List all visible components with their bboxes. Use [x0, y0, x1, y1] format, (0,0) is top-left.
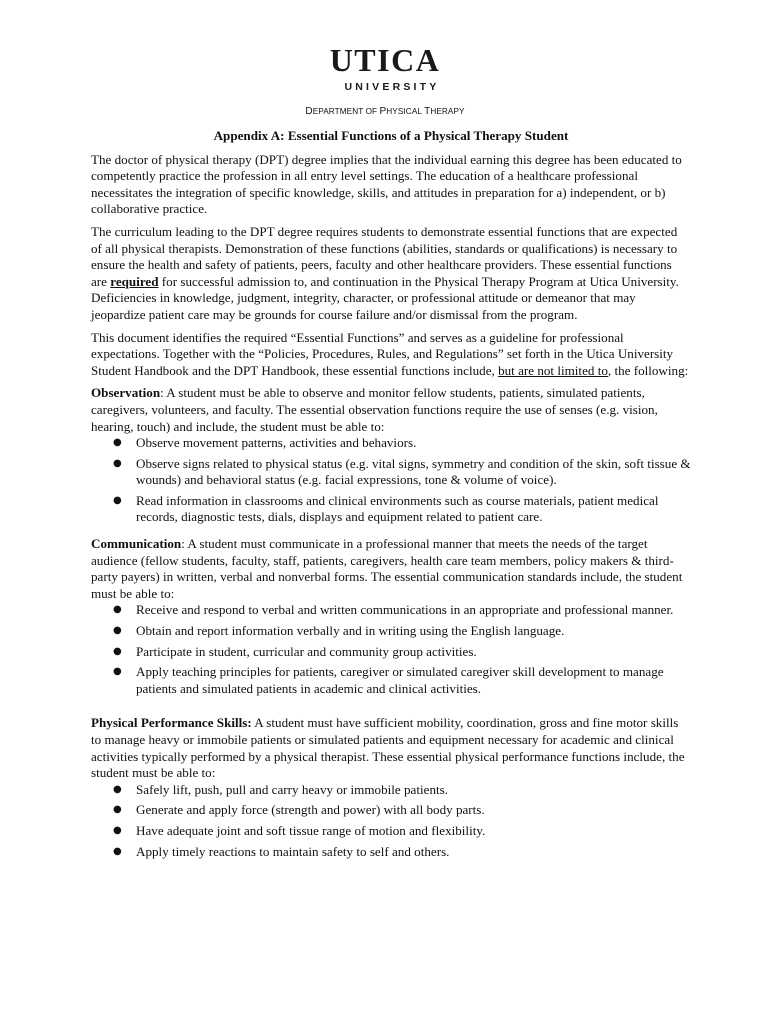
list-item	[91, 782, 691, 799]
intro-p2-text-b: for successful admission to, and continuation in the Physical Therapy Program at Utica University. Deficiencies in knowledge, judgment, integrity, character, or professional attitude or demeanor that may jeopardize patient care may be grounds for course failure and/or dismissal from the program.	[91, 273, 679, 322]
observation-label: Observation	[91, 385, 161, 401]
intro-paragraph-3	[91, 330, 691, 380]
list-item-text: Generate and apply force (strength and power) with all body parts.	[136, 802, 485, 818]
dept-part-2: HYSICAL	[386, 107, 425, 116]
bullet-icon: ●	[113, 625, 122, 637]
list-item	[91, 623, 691, 640]
list-item-text: Safely lift, push, pull and carry heavy or immobile patients.	[136, 781, 448, 797]
communication-section	[91, 536, 691, 697]
communication-text: : A student must communicate in a professional manner that meets the needs of the target audience (fellow students, faculty, staff, patients, caregivers, health care team members, policy makers & third-party payers) in written, verbal and nonverbal forms. The essential communication standards include, the student must be able to:	[91, 536, 683, 601]
observation-section	[91, 385, 691, 526]
logo-subtitle: UNIVERSITY	[344, 81, 440, 93]
bullet-icon: ●	[113, 783, 122, 795]
list-item-text: Observe signs related to physical status (e.g. vital signs, symmetry and condition of the skin, soft tissue & wounds) and behavioral status (e.g. facial expressions, tone & volume of voice).	[136, 455, 691, 488]
intro-paragraph-1: The doctor of physical therapy (DPT) degree implies that the individual earning this degree has been educated to competently practice the profession in all entry level settings. The education of a healthcare professional necessitates the integration of specific knowledge, skills, and attitudes in preparation for a) independent, or b) collaborative practice.	[91, 151, 682, 217]
list-item	[91, 823, 691, 840]
bullet-icon: ●	[113, 457, 122, 469]
dept-initial-p: P	[379, 106, 387, 117]
observation-intro	[91, 385, 691, 435]
observation-list	[91, 435, 691, 526]
dept-part-3: HERAPY	[430, 107, 465, 116]
list-item-text: Observe movement patterns, activities and behaviors.	[136, 435, 417, 451]
list-item	[91, 802, 691, 819]
dept-initial-t: T	[424, 106, 431, 117]
bullet-icon: ●	[113, 494, 122, 506]
bullet-icon: ●	[113, 604, 122, 616]
list-item	[91, 664, 691, 697]
bullet-icon: ●	[113, 804, 122, 816]
list-item-text: Participate in student, curricular and community group activities.	[136, 643, 477, 659]
list-item-text: Have adequate joint and soft tissue range of motion and flexibility.	[136, 822, 486, 838]
physical-text: A student must have sufficient mobility, coordination, gross and fine motor skills to manage heavy or immobile patients or simulated patients and equipment necessary for academic and clinical activities typically performed by a physical therapist. These essential physical performance functions include, the student must be able to:	[91, 715, 685, 781]
required-emphasis: required	[110, 273, 159, 289]
bullet-icon: ●	[113, 666, 122, 678]
intro-p2-text-a: The curriculum leading to the DPT degree requires students to demonstrate essential functions that are expected of all physical therapists. Demonstration of these functions (abilities, standards or qualifications) is necessary to ensure the health and safety of patients, peers, faculty and other healthcare providers. These essential functions are	[91, 223, 678, 289]
physical-label: Physical Performance Skills:	[91, 715, 252, 731]
document-body	[91, 128, 691, 864]
bullet-icon: ●	[113, 645, 122, 657]
list-item-text: Receive and respond to verbal and written communications in an appropriate and professional manner.	[136, 602, 674, 618]
document-title: Appendix A: Essential Functions of a Physical Therapy Student	[213, 128, 569, 143]
observation-text: : A student must be able to observe and monitor fellow students, patients, simulated patients, caregivers, volunteers, and faculty. The essential observation functions require the use of senses (e.g. vision, hearing, touch) and include, the student must be able to:	[91, 385, 658, 434]
list-item	[91, 456, 691, 489]
bullet-icon: ●	[113, 437, 122, 449]
dept-part-1: EPARTMENT OF	[312, 107, 380, 116]
list-item-text: Apply teaching principles for patients, caregiver or simulated caregiver skill development to manage patients and simulated patients in academic and clinical activities.	[136, 664, 664, 696]
dept-initial-d: D	[305, 106, 313, 117]
intro-p3-text-b: , the following:	[607, 362, 689, 378]
intro-paragraph-2	[91, 224, 691, 324]
physical-performance-section	[91, 715, 691, 860]
department-name	[0, 104, 770, 121]
communication-list	[91, 602, 691, 697]
logo-wordmark: UTICA	[329, 42, 441, 78]
list-item-text: Obtain and report information verbally and in writing using the English language.	[136, 623, 565, 639]
physical-list	[91, 782, 691, 860]
communication-label: Communication	[91, 536, 182, 552]
list-item	[91, 602, 691, 619]
bullet-icon: ●	[113, 824, 122, 836]
list-item-text: Read information in classrooms and clinical environments such as course materials, patient medical records, diagnostic tests, dials, displays and equipment related to patient care.	[136, 492, 659, 525]
communication-intro	[91, 536, 691, 602]
list-item	[91, 644, 691, 661]
physical-intro	[91, 715, 691, 781]
list-item-text: Apply timely reactions to maintain safety to self and others.	[136, 843, 450, 859]
utica-university-logo	[0, 43, 770, 93]
but-not-limited-underline: but are not limited to	[498, 362, 608, 378]
bullet-icon: ●	[113, 845, 122, 857]
list-item	[91, 844, 691, 861]
list-item	[91, 435, 691, 452]
intro-p3-text-a: This document identifies the required “Essential Functions” and serves as a guideline for professional expectations. Together with the “Policies, Procedures, Rules, and Regulations” set forth in the Utica University Student Handbook and the DPT Handbook, these essential functions include,	[91, 329, 674, 378]
list-item	[91, 493, 691, 526]
